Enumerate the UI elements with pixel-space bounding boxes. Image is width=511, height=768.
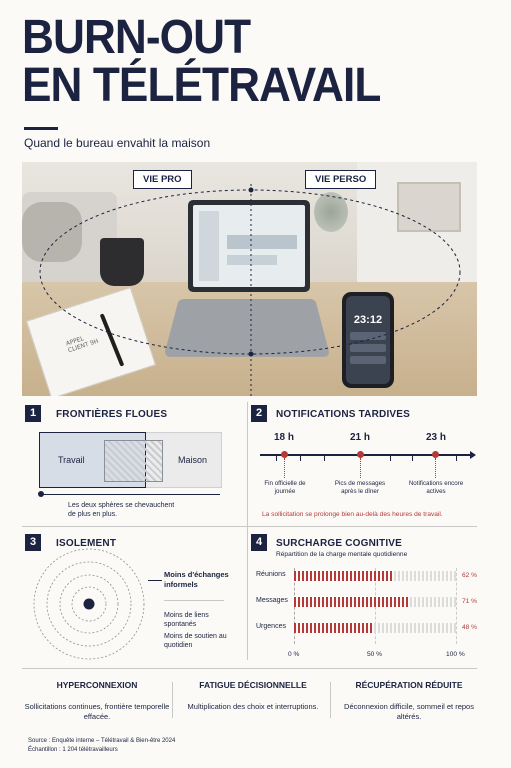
bar-track (294, 597, 456, 607)
laptop-screen (188, 200, 310, 292)
plant (314, 192, 348, 232)
caption-dot (38, 491, 44, 497)
marker-23h (432, 451, 439, 458)
section-2-number: 2 (251, 405, 267, 422)
desk-photo (22, 162, 477, 396)
tick-50: 50 % (367, 651, 383, 658)
connector (148, 580, 162, 581)
bar-label: Urgences (256, 623, 286, 630)
label-liens: Moins de liens spontanés (164, 612, 209, 628)
bar (294, 623, 372, 633)
sample-size: Échantillon : 1 204 télétravailleurs (28, 747, 118, 753)
tick (324, 455, 325, 461)
time-23h: 23 h (426, 432, 447, 443)
section-1-title: FRONTIÈRES FLOUES (56, 409, 168, 420)
phone-time: 23:12 (353, 314, 383, 326)
section-2-note: La sollicitation se prolonge bien au-delà des heures de travail. (262, 511, 443, 518)
title-line-1: BURN-OUT (22, 11, 251, 64)
isolation-circles (30, 548, 150, 664)
footer-col-3 (334, 680, 484, 722)
section-3-number: 3 (25, 534, 41, 551)
tick-100: 100 % (446, 651, 465, 658)
bar-track (294, 623, 456, 633)
connector (435, 458, 436, 478)
divider (330, 682, 331, 718)
tick (456, 455, 457, 461)
footer-text-1: Sollicitations continues, frontière temporelle effacée. (24, 702, 170, 721)
divider (164, 600, 224, 601)
divider-vertical (247, 402, 248, 660)
footer-text-2: Multiplication des choix et interruptions. (187, 702, 319, 711)
source: Source : Enquête interne – Télétravail & Bien-être 2024 (28, 738, 176, 744)
marker-21h (357, 451, 364, 458)
title-line-2: EN TÉLÉTRAVAIL (22, 59, 381, 112)
footer-title-1: HYPERCONNEXION (56, 680, 138, 690)
timeline-axis (260, 454, 474, 456)
connector (360, 458, 361, 478)
bar-track (294, 571, 456, 581)
label-soutien: Moins de soutien au quotidien (164, 633, 227, 649)
bar-value-label: 62 % (462, 572, 478, 579)
section-3-title: ISOLEMENT (56, 538, 117, 549)
time-21h: 21 h (350, 432, 371, 443)
bar (294, 597, 409, 607)
section-4-number: 4 (251, 534, 267, 551)
divider-footer (22, 668, 477, 669)
page-title (22, 11, 454, 112)
overlap-zone (104, 440, 163, 482)
bar (294, 571, 394, 581)
time-18h: 18 h (274, 432, 295, 443)
tag-vie-perso: VIE PERSO (305, 170, 376, 189)
laptop-keyboard (164, 299, 331, 357)
tick-0: 0 % (288, 651, 300, 658)
label-echanges: Moins d'échanges informels (164, 570, 229, 589)
divider-horizontal (22, 526, 477, 527)
section-4-title: SURCHARGE COGNITIVE (276, 538, 403, 549)
photo-frames (397, 182, 461, 232)
bar-value-label: 71 % (462, 598, 478, 605)
tick (390, 455, 391, 461)
title-underline (24, 127, 58, 130)
page-subtitle: Quand le bureau envahit la maison (24, 136, 211, 150)
notebook-text: APPEL CLIENT 9H (65, 335, 100, 355)
bar-value-label: 48 % (462, 624, 478, 631)
label-21h: Pics de messages après le dîner (334, 480, 386, 495)
blanket (22, 202, 82, 262)
footer-col-1 (22, 680, 172, 722)
tick (412, 455, 413, 461)
section-1-caption: Les deux sphères se chevauchent de plus en plus. (68, 502, 175, 518)
section-2-title: NOTIFICATIONS TARDIVES (276, 409, 411, 420)
footer-title-2: FATIGUE DÉCISIONNELLE (199, 680, 307, 690)
footer-text-3: Déconnexion difficile, sommeil et repos altérés. (344, 702, 474, 721)
section-1-number: 1 (25, 405, 41, 422)
axis-100 (456, 568, 457, 644)
connector (284, 458, 285, 478)
label-maison: Maison (178, 455, 208, 465)
bar-label: Réunions (256, 571, 286, 578)
caption-rule (40, 494, 220, 495)
timeline-arrow-icon (470, 451, 476, 459)
mug (100, 238, 144, 286)
bar-label: Messages (256, 597, 288, 604)
label-travail: Travail (58, 455, 85, 465)
divider (172, 682, 173, 718)
footer-title-3: RÉCUPÉRATION RÉDUITE (355, 680, 463, 690)
label-23h: Notifications encore actives (408, 480, 464, 495)
label-18h: Fin officielle de journée (264, 480, 306, 495)
tag-vie-pro: VIE PRO (133, 170, 192, 189)
tick (300, 455, 301, 461)
section-4-subtitle: Répartition de la charge mentale quotidienne (276, 551, 408, 558)
marker-18h (281, 451, 288, 458)
footer-col-2 (178, 680, 328, 712)
tick (276, 455, 277, 461)
smartphone (342, 292, 394, 388)
